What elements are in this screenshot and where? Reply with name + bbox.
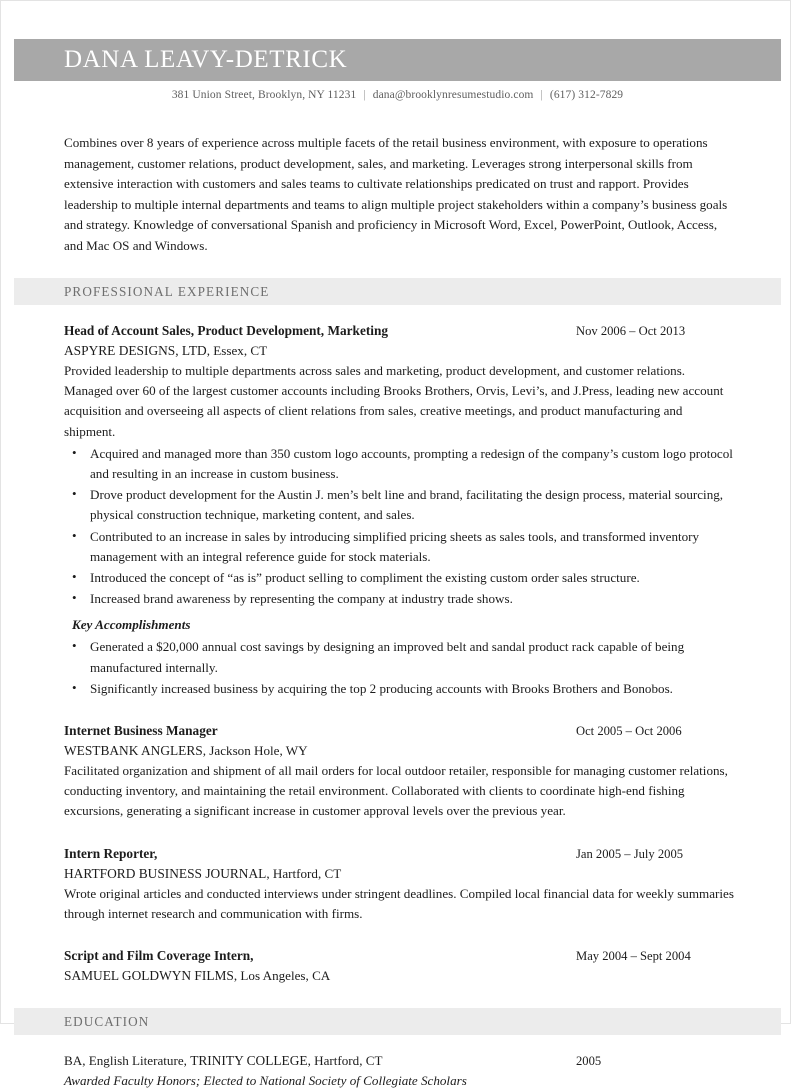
job-company xyxy=(64,741,736,761)
education-year: 2005 xyxy=(576,1054,602,1069)
job-company-location: , Essex, CT xyxy=(206,343,268,358)
job-company-location: , Hartford, CT xyxy=(266,865,342,881)
list-item: • Acquired and managed more than 350 custom logo accounts, prompting a redesign of the company’s custom logo protocol and resulting in an increase in custom business. xyxy=(64,444,736,484)
list-item: • Significantly increased business by acquiring the top 2 producing accounts with Brooks Brothers and Bonobos. xyxy=(64,679,736,699)
resume-content xyxy=(64,133,736,1091)
education-degree xyxy=(64,1051,576,1071)
contact-email[interactable]: dana@brooklynresumestudio.com xyxy=(372,89,534,101)
spacer xyxy=(64,703,736,721)
job-company-name: ASPYRE DESIGNS, LTD xyxy=(64,343,207,358)
contact-separator-1: | xyxy=(363,89,366,101)
contact-phone: (617) 312-7829 xyxy=(549,89,624,101)
job-company-name: WESTBANK ANGLERS xyxy=(64,743,203,759)
job-entry xyxy=(64,844,736,924)
job-title: Internet Business Manager xyxy=(64,723,218,739)
job-title: Head of Account Sales, Product Development, Marketing xyxy=(64,323,389,338)
job-entry xyxy=(64,321,736,699)
section-label-experience: PROFESSIONAL EXPERIENCE xyxy=(64,283,270,299)
section-label-education: EDUCATION xyxy=(64,1013,150,1029)
key-accomplishments-list xyxy=(64,637,736,699)
job-description: Facilitated organization and shipment of all mail orders for local outdoor retailer, responsible for managing customer relations, conducting inventory, and maintaining the retail environment. Collaborated with clients to coordinate high-end fishing excursions, generating a significant increase in customer approval levels over the previous year. xyxy=(64,763,728,819)
contact-line xyxy=(14,89,781,101)
job-company-name: SAMUEL GOLDWYN FILMS xyxy=(64,968,234,984)
contact-address: 381 Union Street, Brooklyn, NY 11231 xyxy=(171,89,357,101)
job-company-location: , Jackson Hole, WY xyxy=(202,743,308,759)
list-item: • Increased brand awareness by representing the company at industry trade shows. xyxy=(64,589,736,609)
job-dates: May 2004 – Sept 2004 xyxy=(576,949,691,964)
job-company-location: , Los Angeles, CA xyxy=(233,968,331,984)
job-header-row xyxy=(64,844,736,864)
job-dates: Nov 2006 – Oct 2013 xyxy=(576,324,686,338)
list-item: • Drove product development for the Austin J. men’s belt line and brand, facilitating the design process, material sourcing, physical construction technique, marketing content, and sales. xyxy=(64,485,736,525)
section-header-experience xyxy=(14,278,781,305)
list-item: • Contributed to an increase in sales by introducing simplified pricing sheets as sales tools, and transformed inventory management with an integral reference guide for stock materials. xyxy=(64,527,736,567)
summary-paragraph: Combines over 8 years of experience across multiple facets of the retail business environment, with exposure to operations management, customer relations, product development, sales, and marketing. Leverages strong interpersonal skills from extensive interaction with customers and sales teams to cultivate relationships predicated on trust and rapport. Provides leadership to multiple internal departments and teams to align multiple project stakeholders within a company’s business goals and strategy. Knowledge of conversational Spanish and proficiency in Microsoft Word, Excel, PowerPoint, Outlook, Access, and Mac OS and Windows. xyxy=(64,135,728,253)
job-company xyxy=(64,341,736,361)
candidate-name: DANA LEAVY-DETRICK xyxy=(64,46,348,73)
section-header-education xyxy=(14,1008,781,1035)
job-header-row xyxy=(64,721,736,741)
job-header-row xyxy=(64,946,736,966)
job-company-name: HARTFORD BUSINESS JOURNAL xyxy=(64,865,267,881)
education-honors: Awarded Faculty Honors; Elected to National Society of Collegiate Scholars xyxy=(64,1073,467,1089)
job-dates: Oct 2005 – Oct 2006 xyxy=(576,724,682,739)
spacer xyxy=(64,928,736,946)
education-entry xyxy=(64,1051,736,1091)
education-location: , Hartford, CT xyxy=(307,1053,383,1069)
job-title: Intern Reporter, xyxy=(64,845,158,861)
job-description: Provided leadership to multiple departments across sales and marketing, product development, and customer relations. Managed over 60 of the largest customer accounts including Brooks Brothers, Orvis, Levi’s, and J.Press, leading new account acquisition and overseeing all aspects of client relations from sales, creative meetings, and product manufacturing and shipment. xyxy=(64,363,724,439)
job-description: Wrote original articles and conducted interviews under stringent deadlines. Compiled local financial data for weekly summaries through internet research and communication with firms. xyxy=(64,885,734,921)
list-item: • Generated a $20,000 annual cost savings by designing an improved belt and sandal product rack capable of being manufactured internally. xyxy=(64,637,736,677)
job-header-row xyxy=(64,321,736,341)
job-company xyxy=(64,966,736,986)
education-header-row xyxy=(64,1051,736,1071)
key-accomplishments-label: Key Accomplishments xyxy=(72,617,191,633)
job-dates: Jan 2005 – July 2005 xyxy=(576,846,684,861)
header-name-bar xyxy=(14,39,781,81)
education-school: TRINITY COLLEGE xyxy=(190,1053,308,1069)
spacer xyxy=(64,826,736,844)
job-company xyxy=(64,864,736,884)
job-entry xyxy=(64,721,736,822)
job-bullet-list xyxy=(64,444,736,610)
job-title: Script and Film Coverage Intern, xyxy=(64,948,254,964)
list-item: • Introduced the concept of “as is” product selling to compliment the existing custom order sales structure. xyxy=(64,568,736,588)
education-degree-prefix: BA, English Literature, xyxy=(64,1053,191,1069)
job-entry xyxy=(64,946,736,986)
contact-separator-2: | xyxy=(540,89,543,101)
